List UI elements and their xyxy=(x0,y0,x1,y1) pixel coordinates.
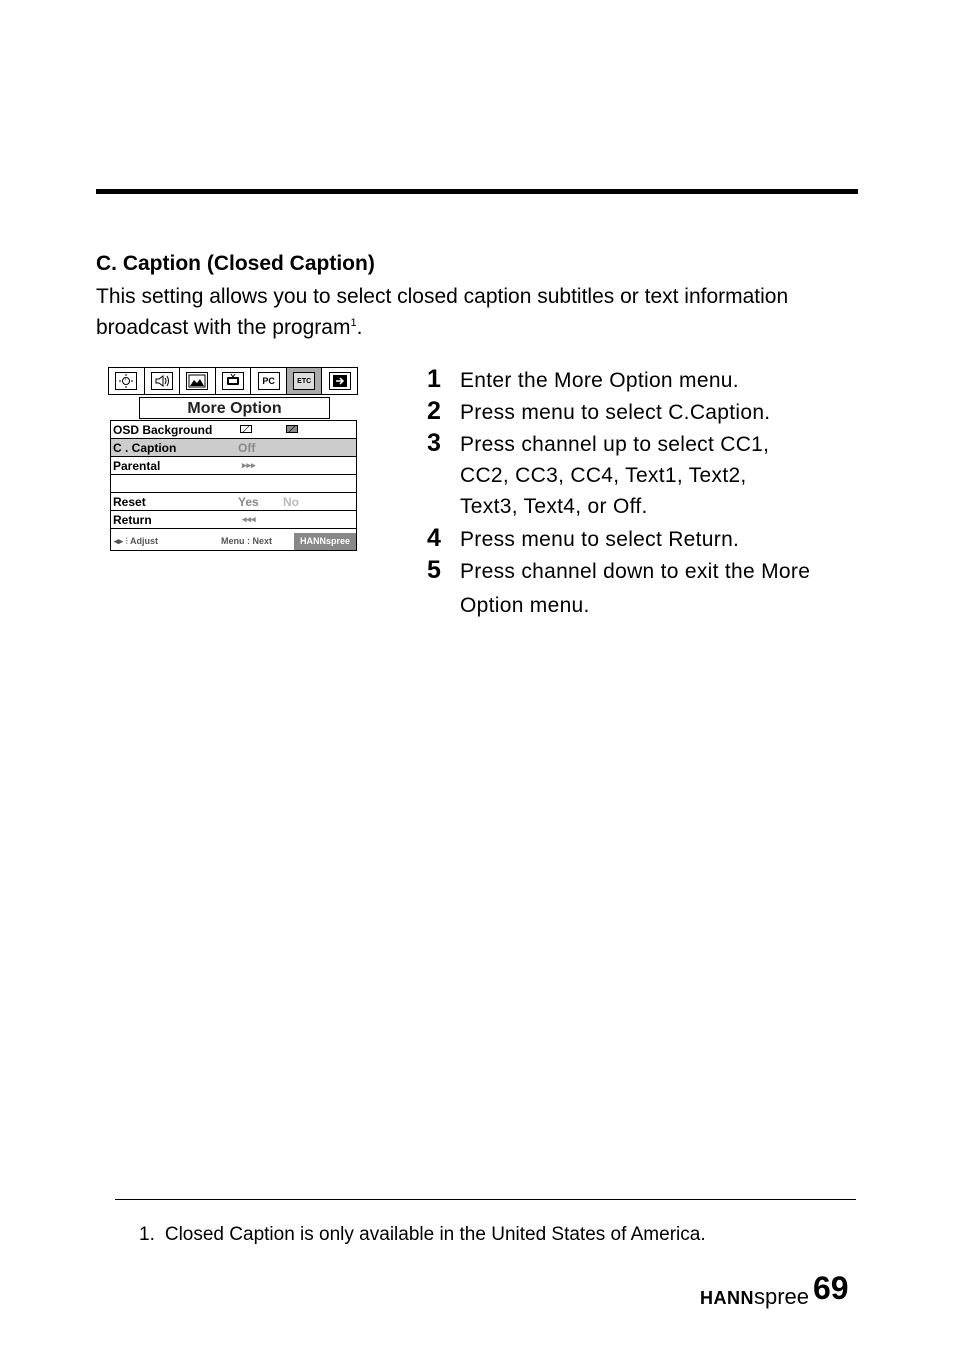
reset-yes: Yes xyxy=(238,495,259,509)
brightness-icon xyxy=(115,372,137,390)
return-label: Return xyxy=(113,513,152,527)
osd-row-background xyxy=(111,421,356,439)
step-text-line: Option menu. xyxy=(460,594,590,617)
footnote xyxy=(139,1224,706,1246)
osd-menu-list xyxy=(110,420,357,551)
brand-logo: HANNspree xyxy=(700,1284,810,1309)
osd-menu-figure xyxy=(108,367,358,553)
step-text: Press menu to select C.Caption. xyxy=(460,401,771,424)
osd-row-return xyxy=(111,511,356,529)
osd-brand-logo: HANNspree xyxy=(294,533,356,550)
parental-arrows-icon: ▸▸▸ xyxy=(242,460,256,470)
exit-icon xyxy=(329,372,351,390)
reset-no: No xyxy=(283,495,299,509)
page-number: 69 xyxy=(813,1270,849,1306)
tab-audio xyxy=(145,368,181,394)
tv-icon xyxy=(222,372,244,390)
osd-row-caption xyxy=(111,439,356,457)
step-text-line: CC2, CC3, CC4, Text1, Text2, xyxy=(460,464,747,487)
footnote-number: 1. xyxy=(139,1224,155,1245)
section-title: C. Caption (Closed Caption) xyxy=(96,252,375,275)
swatch-dark xyxy=(286,425,298,433)
footnote-rule xyxy=(115,1199,856,1200)
step-text-line: Press channel down to exit the More xyxy=(460,560,811,583)
step-text: Press menu to select Return. xyxy=(460,528,740,551)
step-number: 3 xyxy=(427,429,441,457)
step-text-line: Press channel up to select CC1, xyxy=(460,433,770,456)
osd-adjust-hint: ◂▸ ⫶ Adjust xyxy=(114,536,158,546)
intro-paragraph: This setting allows you to select closed caption subtitles or text information broadcast with the program$^1$. xyxy=(96,285,789,339)
tab-brightness xyxy=(109,368,145,394)
parental-label: Parental xyxy=(113,459,161,473)
caption-value: Off xyxy=(238,441,256,455)
osd-menu-title: More Option xyxy=(139,397,330,419)
tab-pc xyxy=(251,368,287,394)
reset-label: Reset xyxy=(113,495,146,509)
step-text: Enter the More Option menu. xyxy=(460,369,739,392)
swatch-light xyxy=(240,425,252,433)
osd-tab-bar xyxy=(108,367,358,395)
step-number: 2 xyxy=(427,397,441,425)
footnote-text: Closed Caption is only available in the United States of America. xyxy=(164,1224,706,1245)
osd-background-label: OSD Background xyxy=(113,423,213,437)
tab-exit xyxy=(322,368,357,394)
osd-row-empty xyxy=(111,475,356,493)
tab-etc xyxy=(287,368,323,394)
step-number: 5 xyxy=(427,556,441,584)
pc-icon: PC xyxy=(258,372,280,390)
tab-tv xyxy=(216,368,252,394)
step-text-line: Text3, Text4, or Off. xyxy=(460,495,648,518)
speaker-icon xyxy=(151,372,173,390)
osd-footer xyxy=(111,533,356,550)
osd-row-parental xyxy=(111,457,356,475)
caption-label: C . Caption xyxy=(113,441,177,455)
picture-icon xyxy=(186,372,208,390)
etc-icon: ETC xyxy=(293,372,315,390)
top-rule xyxy=(96,189,858,194)
step-number: 4 xyxy=(427,524,441,552)
osd-row-reset xyxy=(111,493,356,511)
osd-next-hint: Menu : Next xyxy=(221,536,273,546)
return-arrows-icon: ◂◂◂ xyxy=(242,514,256,524)
step-number: 1 xyxy=(427,365,441,393)
tab-picture xyxy=(180,368,216,394)
footnote-mark: 1 xyxy=(350,317,357,329)
